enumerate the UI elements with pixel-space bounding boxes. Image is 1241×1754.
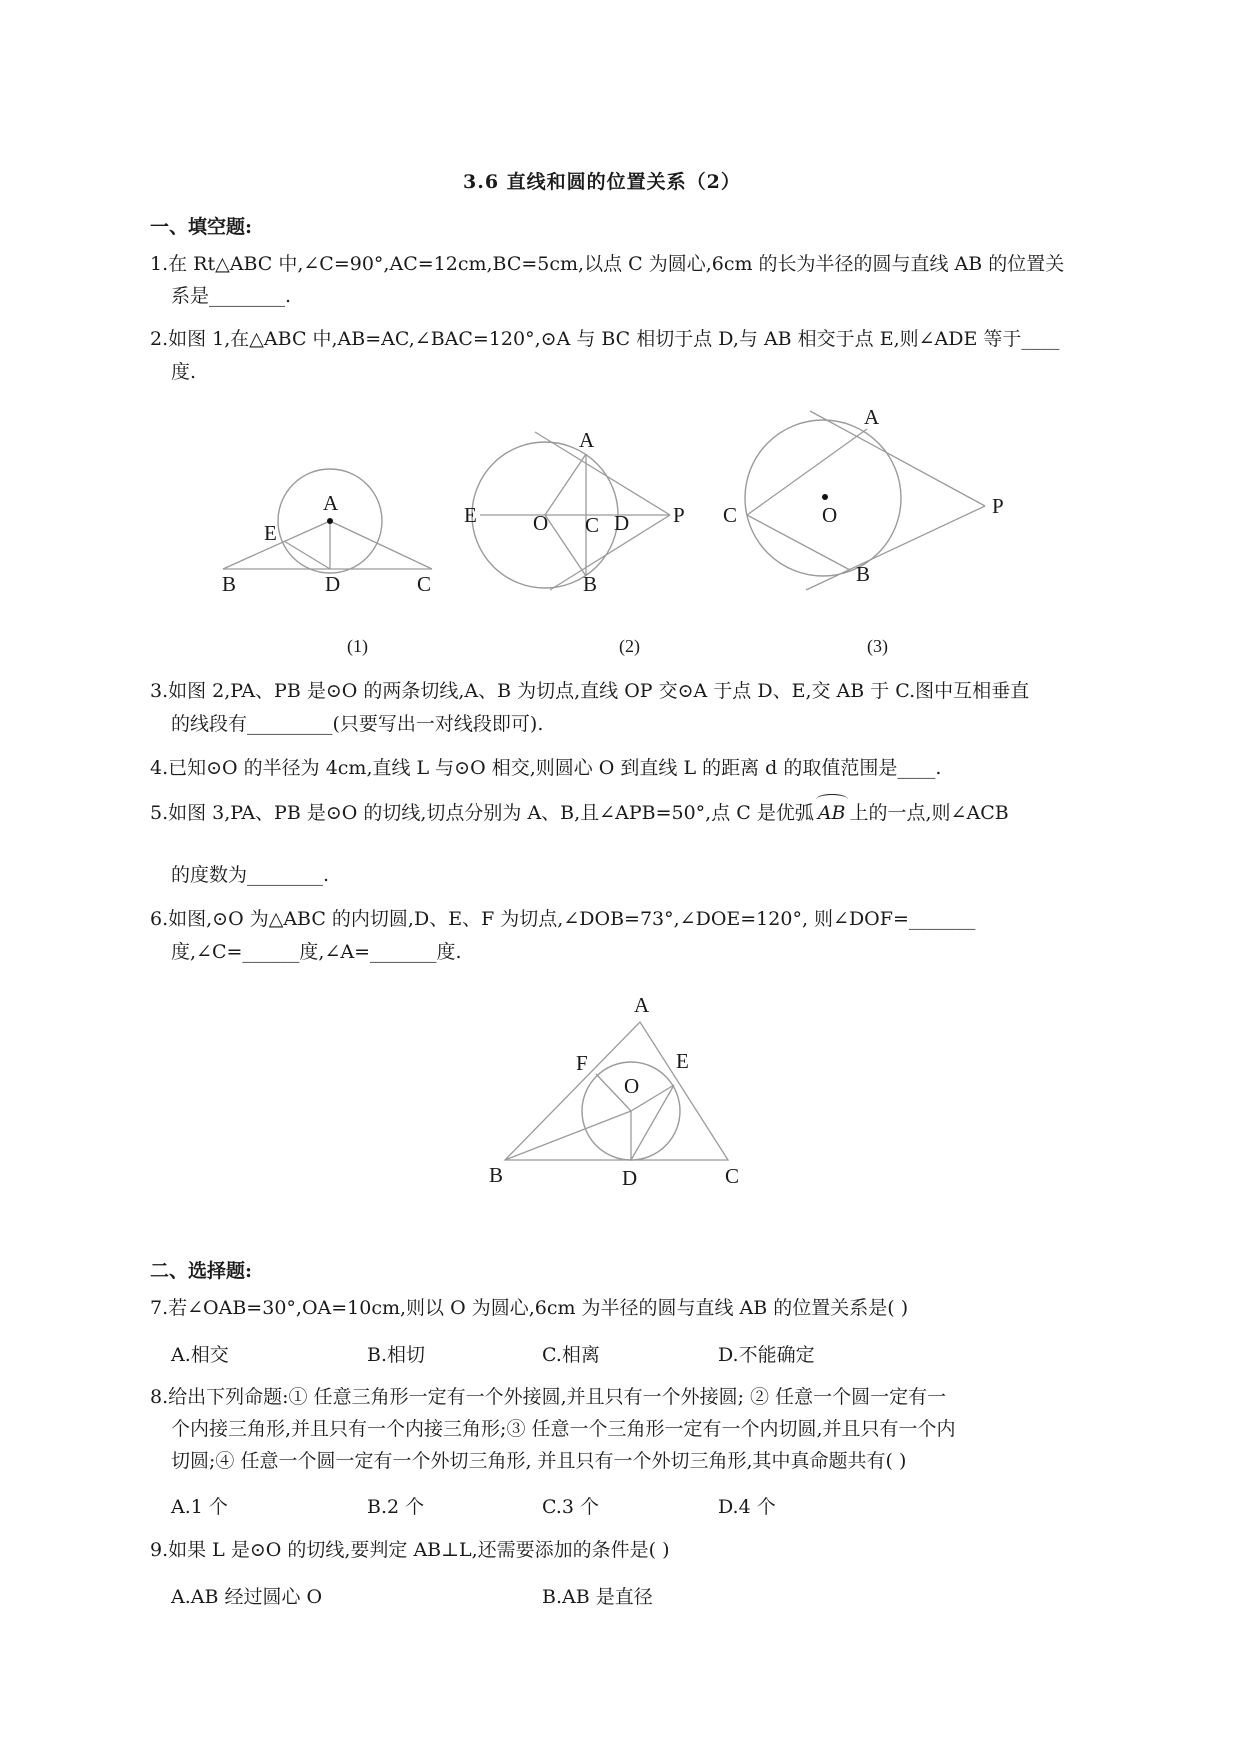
- question-7-option-c[interactable]: C.相离: [542, 1344, 600, 1366]
- figure-2-caption: (2): [619, 636, 640, 656]
- question-8-line-1: 8.给出下列命题:① 任意三角形一定有一个外接圆,并且只有一个外接圆; ② 任意一个圆一定有一: [150, 1386, 947, 1408]
- question-6-line-1: 6.如图,⊙O 为△ABC 的内切圆,D、E、F 为切点,∠DOB=73°,∠DOE=120°, 则∠DOF=_______: [150, 908, 976, 930]
- question-8-line-3: 切圆;④ 任意一个圆一定有一个外切三角形, 并且只有一个外切三角形,其中真命题共有( ): [171, 1450, 907, 1472]
- question-7-line-1: 7.若∠OAB=30°,OA=10cm,则以 O 为圆心,6cm 为半径的圆与直线 AB 的位置关系是( ): [150, 1297, 909, 1319]
- figure-4-label-o: O: [624, 1074, 640, 1098]
- question-7-option-d[interactable]: D.不能确定: [718, 1344, 815, 1366]
- question-1-line-1: 1.在 Rt△ABC 中,∠C=90°,AC=12cm,BC=5cm,以点 C 为圆心,6cm 的长为半径的圆与直线 AB 的位置关: [150, 253, 1065, 275]
- question-5-text-b: 上的一点,则∠ACB: [849, 802, 1009, 824]
- question-4-line-1: 4.已知⊙O 的半径为 4cm,直线 L 与⊙O 相交,则圆心 O 到直线 L 的距离 d 的取值范围是____.: [150, 757, 942, 779]
- figure-1-caption: (1): [347, 636, 368, 656]
- question-1-line-2: 系是________.: [171, 285, 292, 307]
- question-5-arc-label: AB: [817, 802, 846, 824]
- figure-3-label-p: P: [992, 494, 1004, 518]
- figure-2-label-c: C: [585, 513, 600, 537]
- figure-4-triangle: [505, 1022, 728, 1160]
- question-8-option-d[interactable]: D.4 个: [718, 1496, 776, 1518]
- figure-2-label-b: B: [583, 572, 598, 596]
- figure-3-label-o: O: [822, 503, 838, 527]
- question-3-line-2: 的线段有_________(只要写出一对线段即可).: [171, 713, 544, 735]
- question-2-line-1: 2.如图 1,在△ABC 中,AB=AC,∠BAC=120°,⊙A 与 BC 相切于点 D,与 AB 相交于点 E,则∠ADE 等于____: [150, 328, 1060, 350]
- figure-2-label-o: O: [533, 511, 549, 535]
- figure-2-label-d: D: [614, 511, 630, 535]
- figure-4-label-f: F: [576, 1051, 588, 1075]
- question-7-option-a[interactable]: A.相交: [171, 1344, 229, 1366]
- figure-1-label-b: B: [222, 572, 237, 596]
- figure-4-drawing: [489, 993, 739, 1190]
- question-8-option-c[interactable]: C.3 个: [542, 1496, 600, 1518]
- figure-4-label-a: A: [634, 993, 650, 1017]
- figure-3-label-c: C: [723, 503, 738, 527]
- section-heading-fill: 一、填空题:: [150, 216, 253, 238]
- question-7-option-b[interactable]: B.相切: [367, 1344, 426, 1366]
- question-9-option-b[interactable]: B.AB 是直径: [542, 1586, 653, 1608]
- question-5-line-2: 的度数为________.: [171, 864, 330, 886]
- question-8-line-2: 个内接三角形,并且只有一个内接三角形;③ 任意一个三角形一定有一个内切圆,并且只有一个内: [171, 1418, 956, 1440]
- section-heading-choice: 二、选择题:: [150, 1260, 253, 1282]
- figure-3-caption: (3): [867, 636, 888, 656]
- figure-4-label-d: D: [622, 1166, 638, 1190]
- figure-4-segment-ob: [505, 1111, 631, 1160]
- question-9-option-a[interactable]: A.AB 经过圆心 O: [171, 1586, 323, 1608]
- page-title: 3.6 直线和圆的位置关系（2）: [463, 171, 741, 193]
- question-9-line-1: 9.如果 L 是⊙O 的切线,要判定 AB⊥L,还需要添加的条件是( ): [150, 1539, 670, 1561]
- figure-2-label-p: P: [673, 503, 685, 527]
- question-2-line-2: 度.: [171, 361, 197, 383]
- figure-4-label-e: E: [676, 1049, 689, 1073]
- figure-1-label-d: D: [325, 572, 341, 596]
- figure-1-label-e: E: [264, 521, 277, 545]
- question-3-line-1: 3.如图 2,PA、PB 是⊙O 的两条切线,A、B 为切点,直线 OP 交⊙A 于点 D、E,交 AB 于 C.图中互相垂直: [150, 680, 1030, 702]
- question-5-text-a: 5.如图 3,PA、PB 是⊙O 的切线,切点分别为 A、B,且∠APB=50°,点 C 是优弧: [150, 802, 814, 824]
- figure-3-label-b: B: [856, 562, 871, 586]
- figure-4-label-c: C: [725, 1164, 740, 1188]
- figure-2-label-e: E: [464, 503, 477, 527]
- question-8-option-b[interactable]: B.2 个: [367, 1496, 425, 1518]
- figure-1-label-a: A: [323, 491, 339, 515]
- figure-4-label-b: B: [489, 1163, 504, 1187]
- question-8-option-a[interactable]: A.1 个: [171, 1496, 228, 1518]
- question-6-line-2: 度,∠C=______度,∠A=_______度.: [171, 941, 462, 963]
- figure-3-label-a: A: [864, 405, 880, 429]
- figure-1-label-c: C: [417, 572, 432, 596]
- figure-2-label-a: A: [579, 428, 595, 452]
